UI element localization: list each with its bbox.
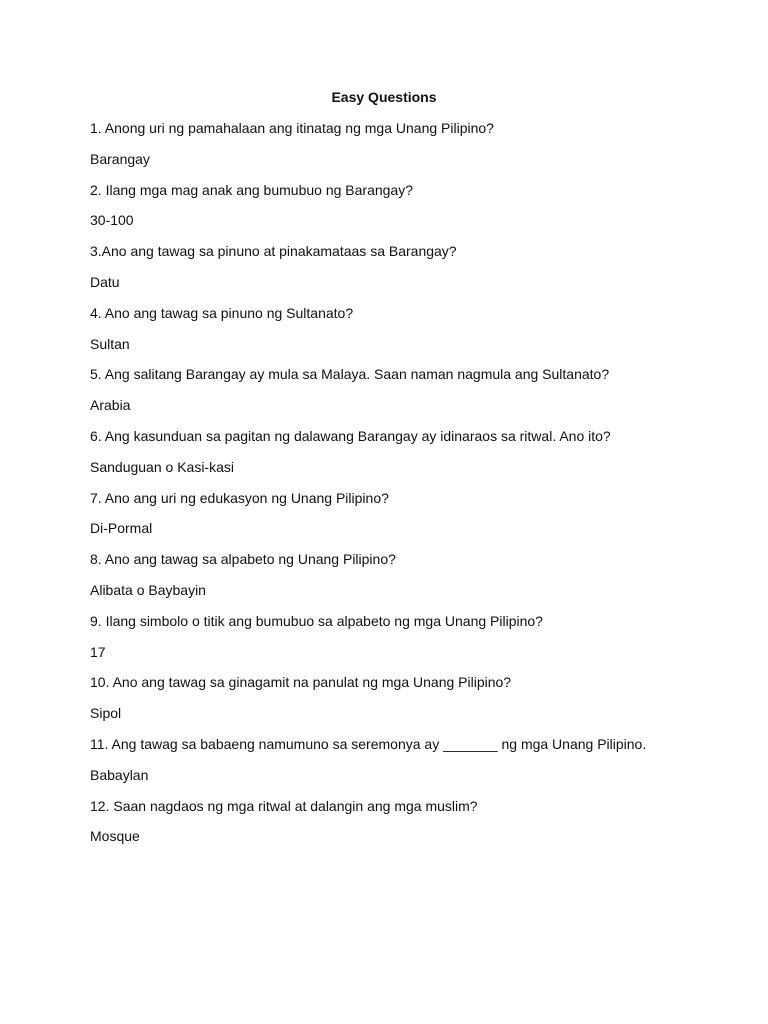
answer-text: Barangay — [90, 150, 150, 167]
answer-text: Babaylan — [90, 766, 149, 783]
answer-text: Alibata o Baybayin — [90, 581, 206, 598]
question-text: 8. Ano ang tawag sa alpabeto ng Unang Pilipino? — [90, 551, 396, 568]
answer-text: Sipol — [90, 705, 122, 722]
answer-text: Arabia — [90, 397, 131, 414]
qa-item — [90, 735, 730, 784]
qa-item — [90, 489, 730, 538]
qa-item — [90, 550, 730, 599]
question-text: 2. Ilang mga mag anak ang bumubuo ng Barangay? — [90, 181, 414, 198]
question-text: 7. Ano ang uri ng edukasyon ng Unang Pilipino? — [90, 489, 389, 506]
answer-text: Di-Pormal — [90, 520, 153, 537]
question-text: 9. Ilang simbolo o titik ang bumubuo sa alpabeto ng mga Unang Pilipino? — [90, 612, 543, 629]
answer-text: Datu — [90, 273, 120, 290]
question-text: 3.Ano ang tawag sa pinuno at pinakamataas sa Barangay? — [90, 243, 457, 260]
qa-item — [90, 119, 730, 168]
question-text: 5. Ang salitang Barangay ay mula sa Malaya. Saan naman nagmula ang Sultanato? — [90, 366, 610, 383]
question-text: 12. Saan nagdaos ng mga ritwal at dalangin ang mga muslim? — [90, 797, 478, 814]
qa-item — [90, 673, 730, 722]
qa-item — [90, 304, 730, 353]
answer-text: 17 — [90, 643, 106, 660]
question-text: 10. Ano ang tawag sa ginagamit na panulat ng mga Unang Pilipino? — [90, 674, 512, 691]
answer-text: Mosque — [90, 828, 140, 845]
question-text: 11. Ang tawag sa babaeng namumuno sa seremonya ay _______ ng mga Unang Pilipino. — [90, 735, 647, 752]
document-title: Easy Questions — [331, 89, 437, 105]
question-text: 1. Anong uri ng pamahalaan ang itinatag ng mga Unang Pilipino? — [90, 120, 494, 136]
qa-item — [90, 612, 730, 661]
question-text: 6. Ang kasunduan sa pagitan ng dalawang Barangay ay idinaraos sa ritwal. Ano ito? — [90, 427, 611, 444]
answer-text: Sanduguan o Kasi-kasi — [90, 458, 234, 475]
qa-item — [90, 181, 730, 230]
question-list — [90, 119, 730, 858]
answer-text: 30-100 — [90, 212, 134, 229]
qa-item — [90, 242, 730, 291]
question-text: 4. Ano ang tawag sa pinuno ng Sultanato? — [90, 304, 354, 321]
qa-item — [90, 365, 730, 414]
qa-item — [90, 427, 730, 476]
qa-item — [90, 797, 730, 846]
answer-text: Sultan — [90, 335, 130, 352]
